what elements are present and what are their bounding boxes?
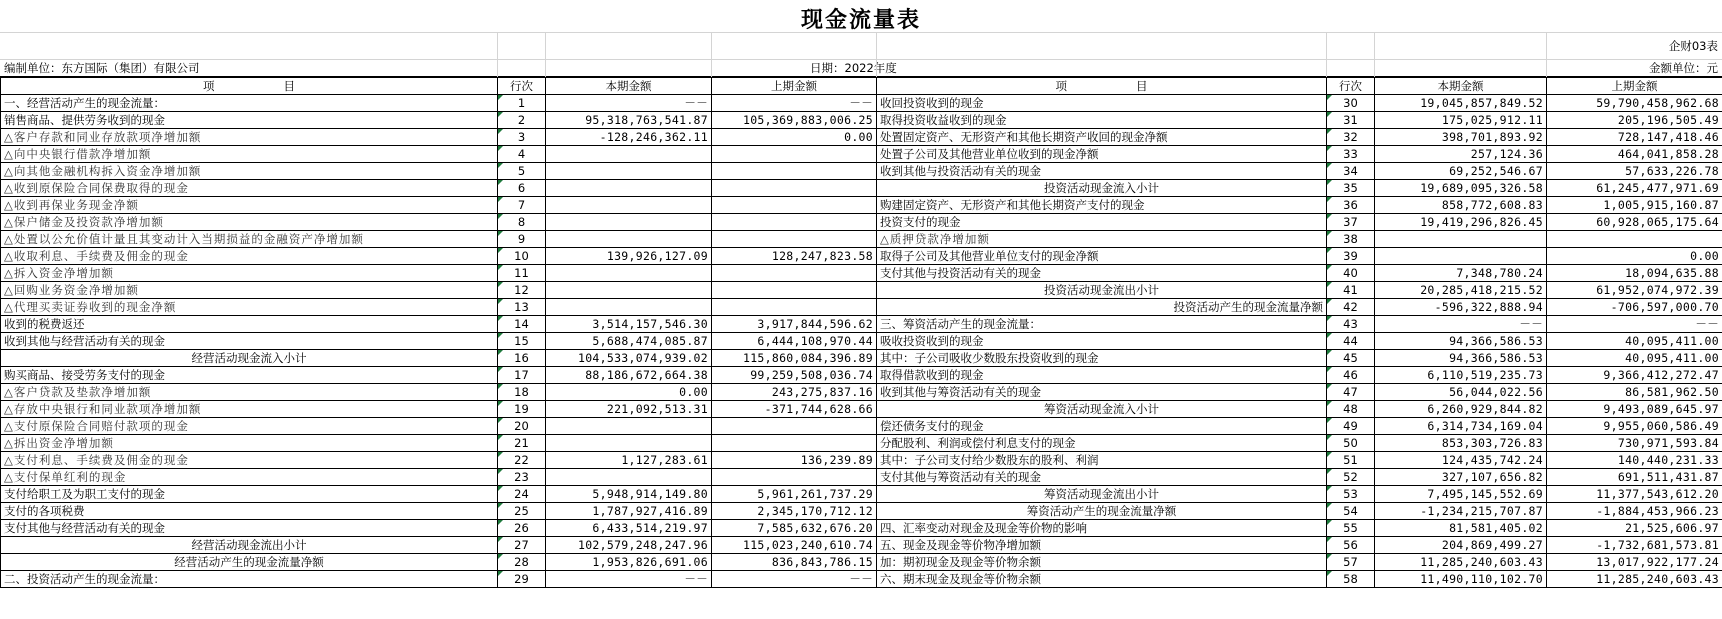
right-prior-amount-cell[interactable]: 18,094,635.88 xyxy=(1547,265,1722,282)
table-row xyxy=(1,537,1722,554)
left-prior-amount-cell[interactable]: 115,023,240,610.74 xyxy=(712,537,877,554)
left-prior-amount-cell[interactable] xyxy=(712,197,877,214)
table-row xyxy=(1,112,1722,129)
left-line-item-cell[interactable]: △支付利息、手续费及佣金的现金 xyxy=(1,452,498,469)
right-current-amount-cell[interactable]: 858,772,608.83 xyxy=(1375,197,1547,214)
right-current-amount-cell[interactable]: 6,314,734,169.04 xyxy=(1375,418,1547,435)
left-current-amount-cell[interactable] xyxy=(546,282,712,299)
left-row-number-cell[interactable]: 18 xyxy=(498,384,546,401)
right-row-number-cell[interactable]: 47 xyxy=(1327,384,1375,401)
left-row-number-cell[interactable]: 8 xyxy=(498,214,546,231)
left-prior-amount-cell[interactable]: －－ xyxy=(712,95,877,112)
table-row xyxy=(1,180,1722,197)
col-header-seq: 行次 xyxy=(1327,78,1375,95)
cash-flow-table xyxy=(0,77,1722,588)
column-header-row xyxy=(1,78,1722,95)
right-line-item-cell[interactable]: 支付其他与筹资活动有关的现金 xyxy=(877,469,1327,486)
right-line-item-cell[interactable]: 偿还债务支付的现金 xyxy=(877,418,1327,435)
left-current-amount-cell[interactable]: 104,533,074,939.02 xyxy=(546,350,712,367)
left-line-item-cell[interactable]: △收取利息、手续费及佣金的现金 xyxy=(1,248,498,265)
left-line-item-cell[interactable]: △支付原保险合同赔付款项的现金 xyxy=(1,418,498,435)
left-row-number-cell[interactable]: 25 xyxy=(498,503,546,520)
left-line-item-cell[interactable]: △客户存款和同业存放款项净增加额 xyxy=(1,129,498,146)
left-current-amount-cell[interactable] xyxy=(546,231,712,248)
left-prior-amount-cell[interactable]: 115,860,084,396.89 xyxy=(712,350,877,367)
left-line-item-cell[interactable]: △保户储金及投资款净增加额 xyxy=(1,214,498,231)
right-prior-amount-cell[interactable]: 691,511,431.87 xyxy=(1547,469,1722,486)
left-line-item-cell[interactable]: 收到的税费返还 xyxy=(1,316,498,333)
left-line-item-cell[interactable]: △回购业务资金净增加额 xyxy=(1,282,498,299)
right-row-number-cell[interactable]: 40 xyxy=(1327,265,1375,282)
left-current-amount-cell[interactable]: 0.00 xyxy=(546,384,712,401)
right-current-amount-cell[interactable]: 69,252,546.67 xyxy=(1375,163,1547,180)
right-prior-amount-cell[interactable]: -1,732,681,573.81 xyxy=(1547,537,1722,554)
right-prior-amount-cell[interactable]: 40,095,411.00 xyxy=(1547,350,1722,367)
left-prior-amount-cell[interactable] xyxy=(712,299,877,316)
table-row xyxy=(1,401,1722,418)
left-row-number-cell[interactable]: 22 xyxy=(498,452,546,469)
right-row-number-cell[interactable]: 54 xyxy=(1327,503,1375,520)
right-line-item-cell[interactable]: 取得子公司及其他营业单位支付的现金净额 xyxy=(877,248,1327,265)
table-row xyxy=(1,435,1722,452)
right-prior-amount-cell[interactable]: 61,952,074,972.39 xyxy=(1547,282,1722,299)
right-prior-amount-cell[interactable]: 464,041,858.28 xyxy=(1547,146,1722,163)
left-prior-amount-cell[interactable]: 99,259,508,036.74 xyxy=(712,367,877,384)
right-current-amount-cell[interactable]: 19,045,857,849.52 xyxy=(1375,95,1547,112)
left-line-item-cell[interactable]: △客户贷款及垫款净增加额 xyxy=(1,384,498,401)
left-prior-amount-cell[interactable] xyxy=(712,146,877,163)
col-header-current: 本期金额 xyxy=(546,78,712,95)
left-prior-amount-cell[interactable]: 105,369,883,006.25 xyxy=(712,112,877,129)
right-row-number-cell[interactable]: 45 xyxy=(1327,350,1375,367)
left-row-number-cell[interactable]: 26 xyxy=(498,520,546,537)
left-prior-amount-cell[interactable]: 7,585,632,676.20 xyxy=(712,520,877,537)
right-current-amount-cell[interactable]: -1,234,215,707.87 xyxy=(1375,503,1547,520)
right-line-item-cell[interactable]: 投资活动现金流入小计 xyxy=(877,180,1327,197)
left-prior-amount-cell[interactable]: 243,275,837.16 xyxy=(712,384,877,401)
left-current-amount-cell[interactable]: 102,579,248,247.96 xyxy=(546,537,712,554)
left-prior-amount-cell[interactable]: 6,444,108,970.44 xyxy=(712,333,877,350)
table-row xyxy=(1,248,1722,265)
right-prior-amount-cell[interactable]: 60,928,065,175.64 xyxy=(1547,214,1722,231)
left-row-number-cell[interactable]: 1 xyxy=(498,95,546,112)
unit-info-row xyxy=(0,60,1722,77)
left-row-number-cell[interactable]: 17 xyxy=(498,367,546,384)
left-row-number-cell[interactable]: 27 xyxy=(498,537,546,554)
right-current-amount-cell[interactable]: 257,124.36 xyxy=(1375,146,1547,163)
table-row xyxy=(1,384,1722,401)
left-prior-amount-cell[interactable] xyxy=(712,265,877,282)
table-row xyxy=(1,503,1722,520)
right-current-amount-cell[interactable]: 6,110,519,235.73 xyxy=(1375,367,1547,384)
right-prior-amount-cell[interactable]: 61,245,477,971.69 xyxy=(1547,180,1722,197)
right-row-number-cell[interactable]: 49 xyxy=(1327,418,1375,435)
right-current-amount-cell[interactable] xyxy=(1375,248,1547,265)
right-row-number-cell[interactable]: 36 xyxy=(1327,197,1375,214)
left-current-amount-cell[interactable]: －－ xyxy=(546,95,712,112)
report-title: 现金流量表 xyxy=(800,7,921,33)
table-row xyxy=(1,418,1722,435)
right-line-item-cell[interactable]: △质押贷款净增加额 xyxy=(877,231,1327,248)
right-current-amount-cell[interactable]: 204,869,499.27 xyxy=(1375,537,1547,554)
left-current-amount-cell[interactable] xyxy=(546,146,712,163)
right-line-item-cell[interactable]: 取得投资收益收到的现金 xyxy=(877,112,1327,129)
left-prior-amount-cell[interactable]: 2,345,170,712.12 xyxy=(712,503,877,520)
left-line-item-cell[interactable]: 经营活动产生的现金流量净额 xyxy=(1,554,498,571)
table-row xyxy=(1,571,1722,588)
reporting-unit: 编制单位：东方国际（集团）有限公司 xyxy=(4,61,200,75)
right-current-amount-cell[interactable]: 94,366,586.53 xyxy=(1375,333,1547,350)
left-line-item-cell[interactable]: 经营活动现金流入小计 xyxy=(1,350,498,367)
right-row-number-cell[interactable]: 32 xyxy=(1327,129,1375,146)
right-current-amount-cell[interactable]: 19,419,296,826.45 xyxy=(1375,214,1547,231)
left-row-number-cell[interactable]: 28 xyxy=(498,554,546,571)
left-prior-amount-cell[interactable] xyxy=(712,418,877,435)
left-row-number-cell[interactable]: 14 xyxy=(498,316,546,333)
left-row-number-cell[interactable]: 21 xyxy=(498,435,546,452)
right-row-number-cell[interactable]: 35 xyxy=(1327,180,1375,197)
right-current-amount-cell[interactable]: 853,303,726.83 xyxy=(1375,435,1547,452)
left-line-item-cell[interactable]: 销售商品、提供劳务收到的现金 xyxy=(1,112,498,129)
right-prior-amount-cell[interactable]: 59,790,458,962.68 xyxy=(1547,95,1722,112)
col-header-item: 项 目 xyxy=(1,78,498,95)
left-current-amount-cell[interactable] xyxy=(546,180,712,197)
right-line-item-cell[interactable]: 分配股利、利润或偿付利息支付的现金 xyxy=(877,435,1327,452)
left-line-item-cell[interactable]: 支付的各项税费 xyxy=(1,503,498,520)
table-row xyxy=(1,316,1722,333)
left-current-amount-cell[interactable] xyxy=(546,265,712,282)
right-row-number-cell[interactable]: 43 xyxy=(1327,316,1375,333)
right-current-amount-cell[interactable]: 94,366,586.53 xyxy=(1375,350,1547,367)
right-prior-amount-cell[interactable]: 11,377,543,612.20 xyxy=(1547,486,1722,503)
left-row-number-cell[interactable]: 16 xyxy=(498,350,546,367)
right-line-item-cell[interactable]: 投资活动现金流出小计 xyxy=(877,282,1327,299)
left-row-number-cell[interactable]: 5 xyxy=(498,163,546,180)
right-line-item-cell[interactable]: 筹资活动现金流入小计 xyxy=(877,401,1327,418)
right-prior-amount-cell[interactable]: 21,525,606.97 xyxy=(1547,520,1722,537)
col-header-current: 本期金额 xyxy=(1375,78,1547,95)
right-line-item-cell[interactable]: 三、筹资活动产生的现金流量： xyxy=(877,316,1327,333)
left-row-number-cell[interactable]: 15 xyxy=(498,333,546,350)
right-prior-amount-cell[interactable]: 0.00 xyxy=(1547,248,1722,265)
left-current-amount-cell[interactable]: 139,926,127.09 xyxy=(546,248,712,265)
right-row-number-cell[interactable]: 38 xyxy=(1327,231,1375,248)
left-line-item-cell[interactable]: 收到其他与经营活动有关的现金 xyxy=(1,333,498,350)
left-current-amount-cell[interactable]: -128,246,362.11 xyxy=(546,129,712,146)
left-line-item-cell[interactable]: 经营活动现金流出小计 xyxy=(1,537,498,554)
left-current-amount-cell[interactable]: 1,953,826,691.06 xyxy=(546,554,712,571)
right-prior-amount-cell[interactable]: 86,581,962.50 xyxy=(1547,384,1722,401)
right-prior-amount-cell[interactable]: 40,095,411.00 xyxy=(1547,333,1722,350)
right-current-amount-cell[interactable]: 6,260,929,844.82 xyxy=(1375,401,1547,418)
left-current-amount-cell[interactable] xyxy=(546,469,712,486)
left-current-amount-cell[interactable] xyxy=(546,214,712,231)
col-header-seq: 行次 xyxy=(498,78,546,95)
col-header-prior: 上期金额 xyxy=(1547,78,1722,95)
right-line-item-cell[interactable]: 其中：子公司支付给少数股东的股利、利润 xyxy=(877,452,1327,469)
table-row xyxy=(1,95,1722,112)
right-line-item-cell[interactable]: 其中：子公司吸收少数股东投资收到的现金 xyxy=(877,350,1327,367)
right-line-item-cell[interactable]: 购建固定资产、无形资产和其他长期资产支付的现金 xyxy=(877,197,1327,214)
form-code-row xyxy=(0,33,1722,60)
left-row-number-cell[interactable]: 4 xyxy=(498,146,546,163)
right-current-amount-cell[interactable]: -596,322,888.94 xyxy=(1375,299,1547,316)
left-current-amount-cell[interactable] xyxy=(546,197,712,214)
table-row xyxy=(1,452,1722,469)
left-prior-amount-cell[interactable] xyxy=(712,469,877,486)
left-prior-amount-cell[interactable] xyxy=(712,180,877,197)
left-prior-amount-cell[interactable]: 0.00 xyxy=(712,129,877,146)
right-row-number-cell[interactable]: 30 xyxy=(1327,95,1375,112)
right-prior-amount-cell[interactable]: 11,285,240,603.43 xyxy=(1547,571,1722,588)
right-row-number-cell[interactable]: 41 xyxy=(1327,282,1375,299)
right-prior-amount-cell[interactable]: －－ xyxy=(1547,316,1722,333)
left-row-number-cell[interactable]: 2 xyxy=(498,112,546,129)
left-line-item-cell[interactable]: △存放中央银行和同业款项净增加额 xyxy=(1,401,498,418)
right-line-item-cell[interactable]: 六、期末现金及现金等价物余额 xyxy=(877,571,1327,588)
right-line-item-cell[interactable]: 收到其他与筹资活动有关的现金 xyxy=(877,384,1327,401)
left-prior-amount-cell[interactable] xyxy=(712,214,877,231)
right-current-amount-cell[interactable]: 81,581,405.02 xyxy=(1375,520,1547,537)
left-current-amount-cell[interactable] xyxy=(546,299,712,316)
right-line-item-cell[interactable]: 吸收投资收到的现金 xyxy=(877,333,1327,350)
table-row xyxy=(1,299,1722,316)
left-current-amount-cell[interactable] xyxy=(546,163,712,180)
right-line-item-cell[interactable]: 筹资活动产生的现金流量净额 xyxy=(877,503,1327,520)
right-row-number-cell[interactable]: 34 xyxy=(1327,163,1375,180)
right-prior-amount-cell[interactable]: 13,017,922,177.24 xyxy=(1547,554,1722,571)
left-row-number-cell[interactable]: 19 xyxy=(498,401,546,418)
right-row-number-cell[interactable]: 57 xyxy=(1327,554,1375,571)
left-current-amount-cell[interactable]: 5,688,474,085.87 xyxy=(546,333,712,350)
table-row xyxy=(1,282,1722,299)
left-current-amount-cell[interactable]: 1,127,283.61 xyxy=(546,452,712,469)
right-current-amount-cell[interactable]: 19,689,095,326.58 xyxy=(1375,180,1547,197)
right-line-item-cell[interactable]: 投资支付的现金 xyxy=(877,214,1327,231)
right-current-amount-cell[interactable]: 11,490,110,102.70 xyxy=(1375,571,1547,588)
right-row-number-cell[interactable]: 46 xyxy=(1327,367,1375,384)
left-prior-amount-cell[interactable]: 5,961,261,737.29 xyxy=(712,486,877,503)
left-prior-amount-cell[interactable]: 128,247,823.58 xyxy=(712,248,877,265)
report-period: 日期：2022年度 xyxy=(810,61,897,75)
table-row xyxy=(1,231,1722,248)
table-row xyxy=(1,265,1722,282)
left-row-number-cell[interactable]: 12 xyxy=(498,282,546,299)
table-row xyxy=(1,214,1722,231)
right-line-item-cell[interactable]: 投资活动产生的现金流量净额 xyxy=(877,299,1327,316)
left-line-item-cell[interactable]: 支付给职工及为职工支付的现金 xyxy=(1,486,498,503)
left-prior-amount-cell[interactable] xyxy=(712,282,877,299)
left-line-item-cell[interactable]: △拆入资金净增加额 xyxy=(1,265,498,282)
left-row-number-cell[interactable]: 7 xyxy=(498,197,546,214)
left-prior-amount-cell[interactable]: 3,917,844,596.62 xyxy=(712,316,877,333)
right-line-item-cell[interactable]: 四、汇率变动对现金及现金等价物的影响 xyxy=(877,520,1327,537)
left-current-amount-cell[interactable]: 3,514,157,546.30 xyxy=(546,316,712,333)
col-header-item: 项 目 xyxy=(877,78,1327,95)
table-row xyxy=(1,554,1722,571)
table-row xyxy=(1,197,1722,214)
table-row xyxy=(1,486,1722,503)
left-line-item-cell[interactable]: △收到原保险合同保费取得的现金 xyxy=(1,180,498,197)
currency-unit: 金额单位：元 xyxy=(1649,61,1718,75)
left-line-item-cell[interactable]: △拆出资金净增加额 xyxy=(1,435,498,452)
table-row xyxy=(1,469,1722,486)
right-prior-amount-cell[interactable]: -706,597,000.70 xyxy=(1547,299,1722,316)
right-current-amount-cell[interactable] xyxy=(1375,231,1547,248)
right-row-number-cell[interactable]: 50 xyxy=(1327,435,1375,452)
left-line-item-cell[interactable]: △处置以公允价值计量且其变动计入当期损益的金融资产净增加额 xyxy=(1,231,498,248)
left-prior-amount-cell[interactable]: －－ xyxy=(712,571,877,588)
right-current-amount-cell[interactable]: 124,435,742.24 xyxy=(1375,452,1547,469)
right-row-number-cell[interactable]: 42 xyxy=(1327,299,1375,316)
right-line-item-cell[interactable]: 收回投资收到的现金 xyxy=(877,95,1327,112)
left-current-amount-cell[interactable] xyxy=(546,435,712,452)
right-prior-amount-cell[interactable] xyxy=(1547,231,1722,248)
title-row xyxy=(0,0,1722,33)
right-row-number-cell[interactable]: 44 xyxy=(1327,333,1375,350)
left-current-amount-cell[interactable]: 221,092,513.31 xyxy=(546,401,712,418)
right-prior-amount-cell[interactable]: -1,884,453,966.23 xyxy=(1547,503,1722,520)
right-prior-amount-cell[interactable]: 9,493,089,645.97 xyxy=(1547,401,1722,418)
right-current-amount-cell[interactable]: 327,107,656.82 xyxy=(1375,469,1547,486)
right-row-number-cell[interactable]: 48 xyxy=(1327,401,1375,418)
left-current-amount-cell[interactable]: 95,318,763,541.87 xyxy=(546,112,712,129)
right-prior-amount-cell[interactable]: 9,955,060,586.49 xyxy=(1547,418,1722,435)
right-line-item-cell[interactable]: 五、现金及现金等价物净增加额 xyxy=(877,537,1327,554)
right-current-amount-cell[interactable]: 175,025,912.11 xyxy=(1375,112,1547,129)
left-current-amount-cell[interactable] xyxy=(546,418,712,435)
right-row-number-cell[interactable]: 58 xyxy=(1327,571,1375,588)
left-prior-amount-cell[interactable] xyxy=(712,231,877,248)
right-row-number-cell[interactable]: 52 xyxy=(1327,469,1375,486)
right-current-amount-cell[interactable]: 20,285,418,215.52 xyxy=(1375,282,1547,299)
right-row-number-cell[interactable]: 37 xyxy=(1327,214,1375,231)
right-line-item-cell[interactable]: 支付其他与投资活动有关的现金 xyxy=(877,265,1327,282)
left-prior-amount-cell[interactable]: -371,744,628.66 xyxy=(712,401,877,418)
left-line-item-cell[interactable]: 二、投资活动产生的现金流量： xyxy=(1,571,498,588)
left-line-item-cell[interactable]: △代理买卖证券收到的现金净额 xyxy=(1,299,498,316)
table-row xyxy=(1,350,1722,367)
table-row xyxy=(1,520,1722,537)
left-row-number-cell[interactable]: 24 xyxy=(498,486,546,503)
left-row-number-cell[interactable]: 3 xyxy=(498,129,546,146)
right-line-item-cell[interactable]: 加：期初现金及现金等价物余额 xyxy=(877,554,1327,571)
right-current-amount-cell[interactable]: 7,348,780.24 xyxy=(1375,265,1547,282)
right-current-amount-cell[interactable]: 7,495,145,552.69 xyxy=(1375,486,1547,503)
right-prior-amount-cell[interactable]: 730,971,593.84 xyxy=(1547,435,1722,452)
right-prior-amount-cell[interactable]: 9,366,412,272.47 xyxy=(1547,367,1722,384)
right-prior-amount-cell[interactable]: 140,440,231.33 xyxy=(1547,452,1722,469)
left-row-number-cell[interactable]: 6 xyxy=(498,180,546,197)
right-line-item-cell[interactable]: 处置子公司及其他营业单位收到的现金净额 xyxy=(877,146,1327,163)
left-line-item-cell[interactable]: 购买商品、接受劳务支付的现金 xyxy=(1,367,498,384)
left-current-amount-cell[interactable]: 1,787,927,416.89 xyxy=(546,503,712,520)
left-line-item-cell[interactable]: 一、经营活动产生的现金流量： xyxy=(1,95,498,112)
right-current-amount-cell[interactable]: －－ xyxy=(1375,316,1547,333)
right-line-item-cell[interactable]: 筹资活动现金流出小计 xyxy=(877,486,1327,503)
left-line-item-cell[interactable]: △向中央银行借款净增加额 xyxy=(1,146,498,163)
left-row-number-cell[interactable]: 20 xyxy=(498,418,546,435)
right-line-item-cell[interactable]: 收到其他与投资活动有关的现金 xyxy=(877,163,1327,180)
left-line-item-cell[interactable]: 支付其他与经营活动有关的现金 xyxy=(1,520,498,537)
left-row-number-cell[interactable]: 10 xyxy=(498,248,546,265)
form-code: 企财03表 xyxy=(1668,39,1718,53)
right-row-number-cell[interactable]: 53 xyxy=(1327,486,1375,503)
right-current-amount-cell[interactable]: 56,044,022.56 xyxy=(1375,384,1547,401)
right-row-number-cell[interactable]: 33 xyxy=(1327,146,1375,163)
left-row-number-cell[interactable]: 11 xyxy=(498,265,546,282)
table-row xyxy=(1,146,1722,163)
left-row-number-cell[interactable]: 29 xyxy=(498,571,546,588)
left-prior-amount-cell[interactable] xyxy=(712,163,877,180)
right-prior-amount-cell[interactable]: 1,005,915,160.87 xyxy=(1547,197,1722,214)
left-prior-amount-cell[interactable]: 136,239.89 xyxy=(712,452,877,469)
table-row xyxy=(1,367,1722,384)
right-row-number-cell[interactable]: 55 xyxy=(1327,520,1375,537)
table-row xyxy=(1,129,1722,146)
table-row xyxy=(1,163,1722,180)
right-row-number-cell[interactable]: 39 xyxy=(1327,248,1375,265)
right-current-amount-cell[interactable]: 11,285,240,603.43 xyxy=(1375,554,1547,571)
left-prior-amount-cell[interactable] xyxy=(712,435,877,452)
right-prior-amount-cell[interactable]: 728,147,418.46 xyxy=(1547,129,1722,146)
right-prior-amount-cell[interactable]: 57,633,226.78 xyxy=(1547,163,1722,180)
left-current-amount-cell[interactable]: 6,433,514,219.97 xyxy=(546,520,712,537)
right-line-item-cell[interactable]: 取得借款收到的现金 xyxy=(877,367,1327,384)
right-current-amount-cell[interactable]: 398,701,893.92 xyxy=(1375,129,1547,146)
left-line-item-cell[interactable]: △支付保单红利的现金 xyxy=(1,469,498,486)
right-row-number-cell[interactable]: 56 xyxy=(1327,537,1375,554)
right-line-item-cell[interactable]: 处置固定资产、无形资产和其他长期资产收回的现金净额 xyxy=(877,129,1327,146)
left-line-item-cell[interactable]: △收到再保业务现金净额 xyxy=(1,197,498,214)
left-prior-amount-cell[interactable]: 836,843,786.15 xyxy=(712,554,877,571)
left-current-amount-cell[interactable]: 88,186,672,664.38 xyxy=(546,367,712,384)
left-current-amount-cell[interactable]: －－ xyxy=(546,571,712,588)
right-row-number-cell[interactable]: 51 xyxy=(1327,452,1375,469)
left-row-number-cell[interactable]: 13 xyxy=(498,299,546,316)
left-row-number-cell[interactable]: 23 xyxy=(498,469,546,486)
right-prior-amount-cell[interactable]: 205,196,505.49 xyxy=(1547,112,1722,129)
left-row-number-cell[interactable]: 9 xyxy=(498,231,546,248)
table-row xyxy=(1,333,1722,350)
col-header-prior: 上期金额 xyxy=(712,78,877,95)
left-line-item-cell[interactable]: △向其他金融机构拆入资金净增加额 xyxy=(1,163,498,180)
left-current-amount-cell[interactable]: 5,948,914,149.80 xyxy=(546,486,712,503)
right-row-number-cell[interactable]: 31 xyxy=(1327,112,1375,129)
